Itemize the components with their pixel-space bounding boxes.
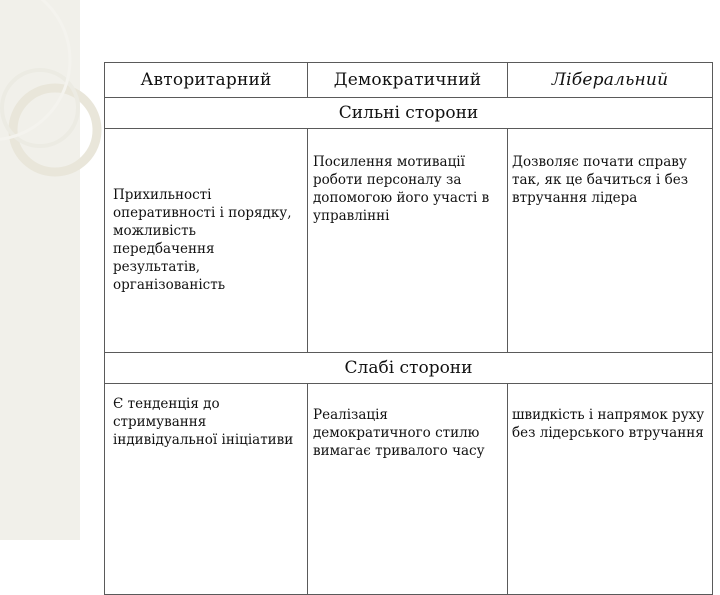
- header-authoritarian-cell: [105, 63, 308, 98]
- strength-authoritarian-cell: [105, 129, 308, 353]
- header-authoritarian: Авторитарний: [140, 70, 272, 90]
- leadership-styles-table-wrapper: [104, 62, 712, 512]
- weakness-democratic: Реалізація демократичного стилю вимагає тривалого часу: [313, 407, 485, 459]
- header-liberal: Ліберальний: [551, 70, 669, 90]
- weakness-authoritarian: Є тенденція до стримування індивідуальної ініціативи: [113, 396, 294, 448]
- weaknesses-row: [105, 384, 713, 595]
- strength-liberal: Дозволяє почати справу так, як це бачиться і без втручання лідера: [512, 154, 689, 206]
- strengths-section-row: [105, 98, 713, 129]
- weakness-democratic-cell: [308, 384, 508, 595]
- weakness-liberal-cell: [508, 384, 713, 595]
- strength-liberal-cell: [508, 129, 713, 353]
- strengths-section-title: Сильні сторони: [338, 103, 479, 123]
- strengths-section-cell: [105, 98, 713, 129]
- header-democratic-cell: [308, 63, 508, 98]
- weaknesses-section-row: [105, 353, 713, 384]
- strength-authoritarian: Прихильності оперативності і порядку, можливість передбачення результатів, організованість: [113, 187, 292, 293]
- weakness-liberal: швидкість і напрямок руху без лідерського втручання: [512, 407, 705, 441]
- header-row: [105, 63, 713, 98]
- strengths-row: [105, 129, 713, 353]
- weaknesses-section-title: Слабі сторони: [344, 358, 473, 378]
- weaknesses-section-cell: [105, 353, 713, 384]
- leadership-styles-table: [104, 62, 713, 595]
- header-democratic: Демократичний: [333, 70, 482, 90]
- strength-democratic-cell: [308, 129, 508, 353]
- header-liberal-cell: [508, 63, 713, 98]
- strength-democratic: Посилення мотивації роботи персоналу за допомогою його участі в управлінні: [313, 154, 490, 224]
- weakness-authoritarian-cell: [105, 384, 308, 595]
